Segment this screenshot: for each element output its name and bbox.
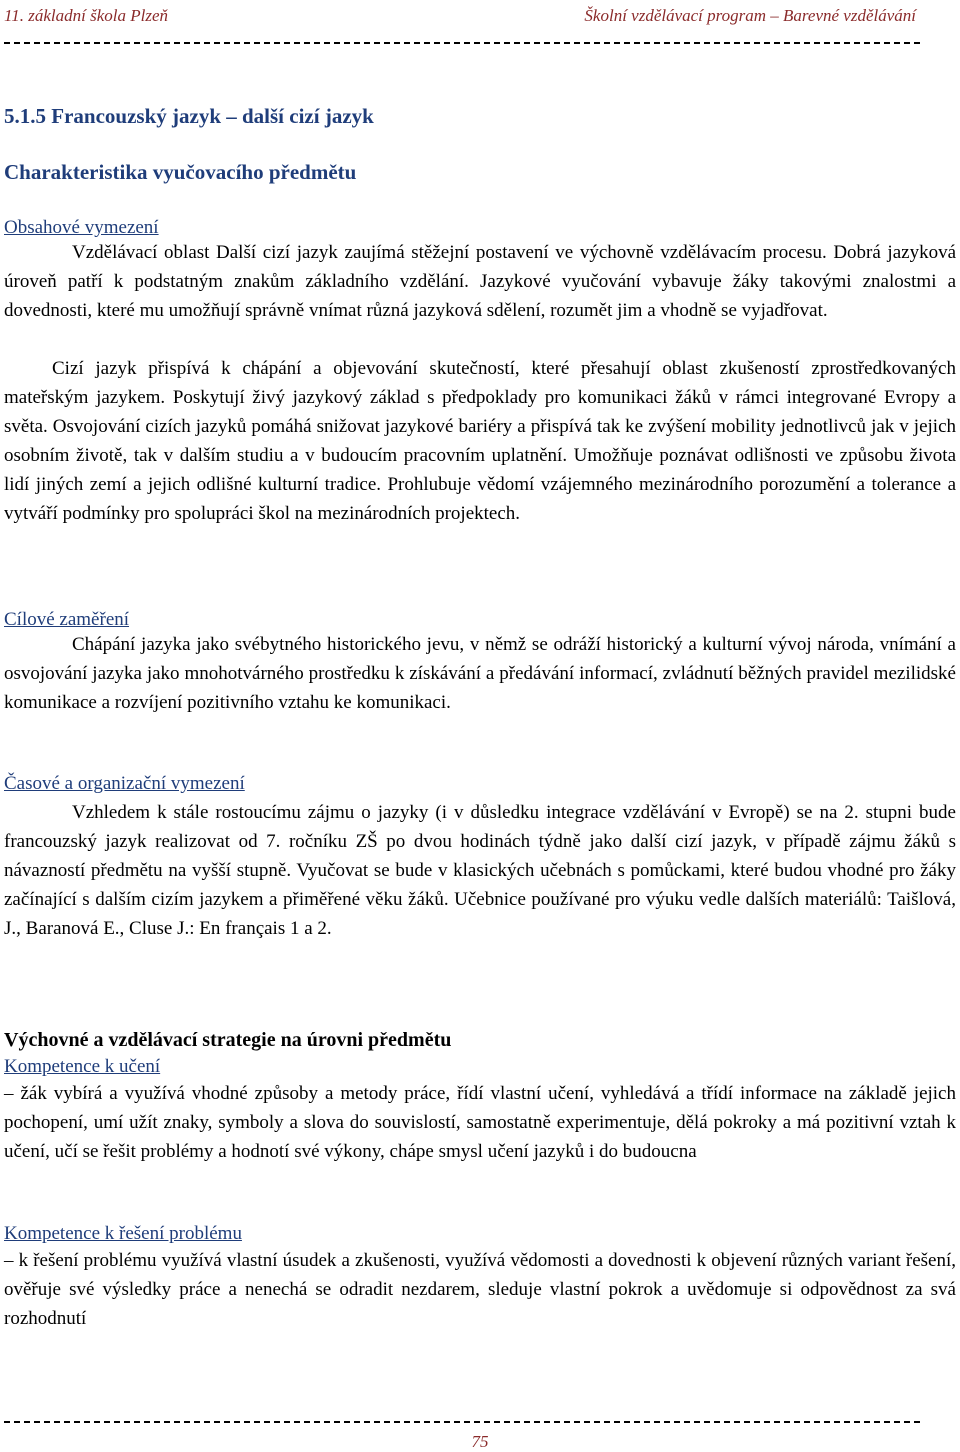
footer-divider <box>4 1421 920 1423</box>
problem-competence-paragraph: – k řešení problému využívá vlastní úsudek a zkušenosti, využívá vědomosti a dovednosti k objevení různých variant řešení, ověřuje své výsledky práce a nenechá se odradit nezdarem, sleduje vlastní pokrok a uvědomuje si odpovědnost za svá rozhodnutí <box>4 1250 956 1329</box>
page-number: 75 <box>471 1432 489 1451</box>
header-school-name: 11. základní škola Plzeň <box>4 6 168 25</box>
goal-paragraph: Chápání jazyka jako svébytného historického jevu, v němž se odráží historický a kulturní vývoj národa, vnímání a osvojování jazyka jako mnohotvárného prostředku k získávání a předávání informací, zvládnutí běžných pravidel mezilidské komunikace a rozvíjení pozitivního vztahu ke komunikaci. <box>4 634 956 713</box>
page-header <box>4 4 956 28</box>
time-heading: Časové a organizační vymezení <box>4 773 245 794</box>
learning-competence-paragraph: – žák vybírá a využívá vhodné způsoby a metody práce, řídí vlastní učení, vyhledává a třídí informace na základě jejich pochopení, umí užít znaky, symboly a slova do souvislostí, samostatně experimentuje, dělá pokroky a má pozitivní vztah k učení, učí se řešit problémy a hodnotí své výkony, chápe smysl učení jazyků i do budoucna <box>4 1083 956 1162</box>
content-heading: Obsahové vymezení <box>4 217 159 238</box>
header-divider <box>4 42 920 44</box>
goal-heading: Cílové zaměření <box>4 609 130 630</box>
time-paragraph: Vzhledem k stále rostoucímu zájmu o jazyky (i v důsledku integrace vzdělávání v Evropě) se na 2. stupni bude francouzský jazyk realizovat od 7. ročníku ZŠ po dvou hodinách týdně jako další cizí jazyk, v případě zájmu žáků s návazností předmětu na vyšší stupně. Vyučovat se bude v klasických učebnách s pomůckami, které budou vhodné pro žáky začínající s dalším cizím jazykem a přiměřené věku žáků. Učebnice používané pro výuku vedle dalších materiálů: Taišlová, J., Baranová E., Cluse J.: En français 1 a 2. <box>4 802 956 939</box>
characteristic-title: Charakteristika vyučovacího předmětu <box>4 160 357 184</box>
header-program-name: Školní vzdělávací program – Barevné vzdělávání <box>584 6 916 25</box>
content-paragraph-2: Cizí jazyk přispívá k chápání a objevování skutečností, které přesahují oblast zkušeností zprostředkovaných mateřským jazykem. Poskytují živý jazykový základ s předpoklady pro komunikaci žáků v rámci integrované Evropy a světa. Osvojování cizích jazyků pomáhá snižovat jazykové bariéry a přispívá tak ke zvýšení mobility jednotlivců jak v jejich osobním životě, tak v dalším studiu a v budoucím pracovním uplatnění. Umožňuje poznávat odlišnosti ve způsobu života lidí jiných zemí a jejich odlišné kulturní tradice. Prohlubuje vědomí vzájemného mezinárodního porozumění a tolerance a vytváří podmínky pro spolupráci škol na mezinárodních projektech. <box>4 358 956 524</box>
learning-competence-heading: Kompetence k učení <box>4 1056 161 1077</box>
strategy-heading: Výchovné a vzdělávací strategie na úrovni předmětu <box>4 1029 452 1051</box>
content-paragraph-1: Vzdělávací oblast Další cizí jazyk zaujímá stěžejní postavení ve výchovně vzdělávacím procesu. Dobrá jazyková úroveň patří k podstatným znakům základního vzdělání. Jazykové vyučování vybavuje žáky takovými znalostmi a dovednosti, které mu umožňují správně vnímat různá jazyková sdělení, rozumět jim a vhodně se vyjadřovat. <box>4 242 956 321</box>
section-title: 5.1.5 Francouzský jazyk – další cizí jazyk <box>4 104 374 128</box>
problem-competence-heading: Kompetence k řešení problému <box>4 1223 242 1244</box>
